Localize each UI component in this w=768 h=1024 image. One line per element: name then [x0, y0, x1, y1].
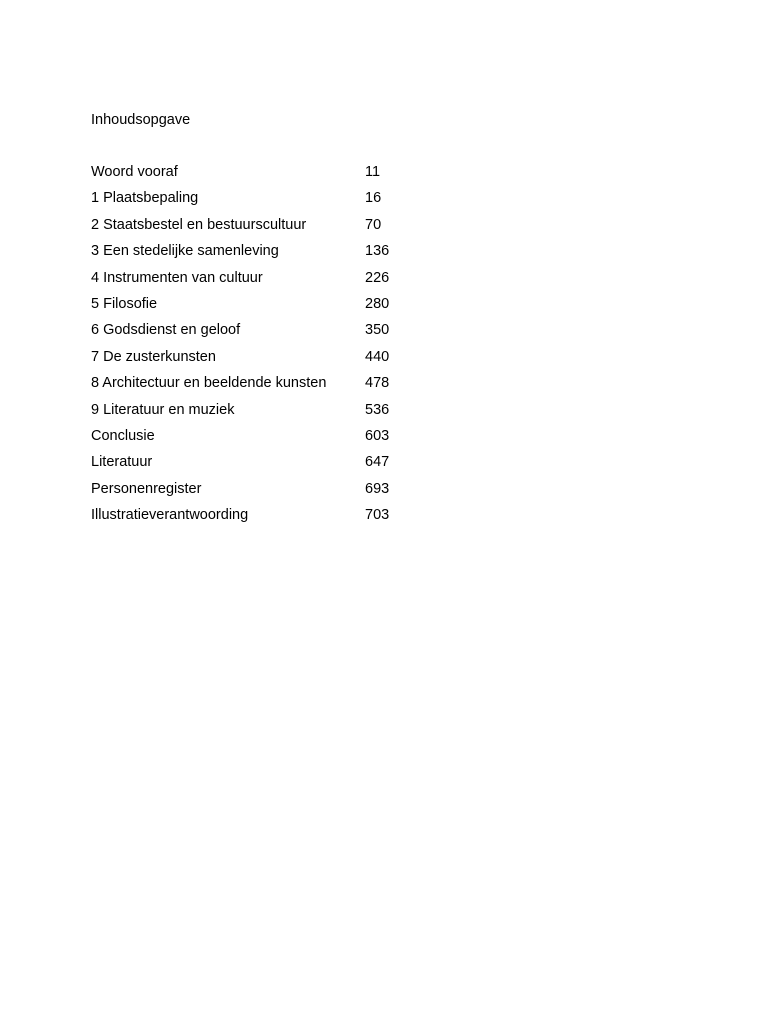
toc-entry-label: Literatuur — [91, 454, 153, 471]
toc-entry-page: 536 — [365, 401, 390, 418]
toc-entry-page: 703 — [365, 507, 390, 524]
toc-entry-page: 226 — [365, 269, 390, 286]
toc-entry — [91, 453, 421, 479]
toc-entry-label: Conclusie — [91, 427, 155, 444]
toc-entry-page: 647 — [365, 454, 390, 471]
toc-entry-label: Illustratieverantwoording — [91, 507, 249, 524]
toc-entry-page: 350 — [365, 322, 390, 339]
toc-entry-page: 280 — [365, 295, 390, 312]
toc-entry-label: 3 Een stedelijke samenleving — [91, 243, 279, 260]
toc-entry-label: 5 Filosofie — [91, 295, 158, 312]
toc-entry-label: 4 Instrumenten van cultuur — [91, 269, 263, 286]
toc-entry-label: 7 De zusterkunsten — [91, 348, 216, 365]
toc-entry — [91, 506, 421, 532]
toc-entry — [91, 163, 421, 189]
toc-entry — [91, 242, 421, 268]
toc-entry — [91, 189, 421, 215]
toc-entry-label: Personenregister — [91, 480, 202, 497]
toc-entry — [91, 321, 421, 347]
toc-entry-page: 11 — [365, 164, 381, 180]
toc-entry — [91, 216, 421, 242]
toc-entry-label: 2 Staatsbestel en bestuurscultuur — [91, 216, 307, 233]
toc-list — [91, 163, 421, 532]
toc-entry — [91, 480, 421, 506]
toc-entry — [91, 427, 421, 453]
toc-entry-label: Woord vooraf — [91, 164, 178, 180]
toc-entry-page: 693 — [365, 480, 390, 497]
toc-title: Inhoudsopgave — [91, 112, 191, 128]
toc-entry — [91, 401, 421, 427]
toc-entry-label: 9 Literatuur en muziek — [91, 401, 235, 418]
toc-entry-page: 136 — [365, 243, 390, 260]
toc-entry-label: 6 Godsdienst en geloof — [91, 322, 241, 339]
toc-entry-page: 16 — [365, 190, 382, 207]
toc-entry-label: 8 Architectuur en beeldende kunsten — [91, 375, 327, 392]
toc-entry — [91, 269, 421, 295]
toc-entry — [91, 348, 421, 374]
toc-entry — [91, 374, 421, 400]
toc-entry-page: 478 — [365, 375, 390, 392]
toc-entry-page: 440 — [365, 348, 390, 365]
toc-entry — [91, 295, 421, 321]
toc-entry-page: 70 — [365, 216, 382, 233]
toc-entry-label: 1 Plaatsbepaling — [91, 190, 199, 207]
toc-entry-page: 603 — [365, 427, 390, 444]
